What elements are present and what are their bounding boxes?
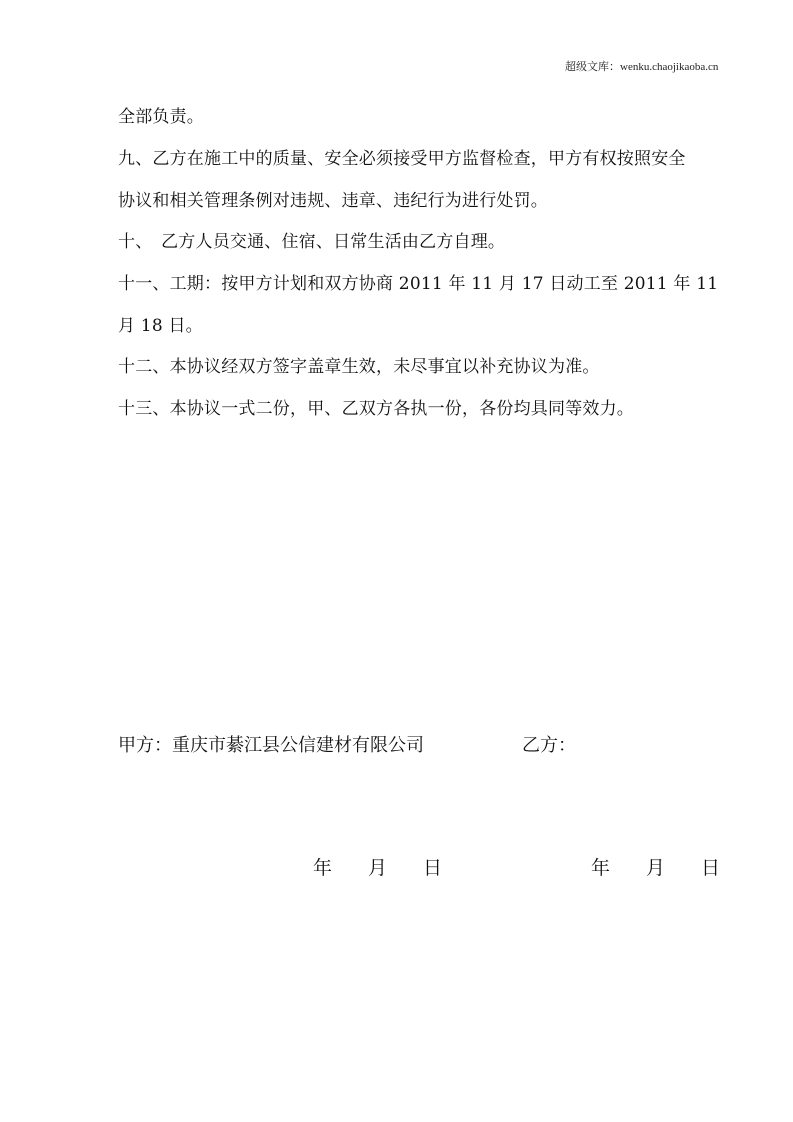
party-a-signature: 甲方：重庆市綦江县公信建材有限公司 — [118, 735, 424, 756]
date-year: 年 — [591, 857, 611, 879]
paragraph-line: 协议和相关管理条例对违规、违章、违纪行为进行处罚。 — [118, 191, 548, 211]
paragraph-line: 十三、本协议一式二份，甲、乙双方各执一份，各份均具同等效力。 — [118, 399, 634, 419]
paragraph-line: 全部负责。 — [118, 107, 204, 127]
date-year: 年 — [313, 857, 333, 879]
paragraph-line: 十一、工期：按甲方计划和双方协商 2011 年 11 月 17 日动工至 2011 年 11 — [118, 274, 719, 294]
date-day: 日 — [423, 857, 443, 879]
header-watermark: 超级文库：wenku.chaojikaoba.cn — [565, 61, 719, 73]
party-a-date — [313, 853, 442, 880]
date-month: 月 — [368, 857, 388, 879]
party-b-date — [591, 853, 720, 880]
date-day: 日 — [701, 857, 721, 879]
paragraph-line: 十、 乙方人员交通、住宿、日常生活由乙方自理。 — [118, 232, 506, 252]
paragraph-line: 九、乙方在施工中的质量、安全必须接受甲方监督检查，甲方有权按照安全 — [118, 149, 686, 169]
date-month: 月 — [646, 857, 666, 879]
paragraph-line: 十二、本协议经双方签字盖章生效，未尽事宜以补充协议为准。 — [118, 357, 600, 377]
paragraph-line: 月 18 日。 — [118, 316, 203, 336]
party-b-signature: 乙方： — [522, 735, 576, 756]
